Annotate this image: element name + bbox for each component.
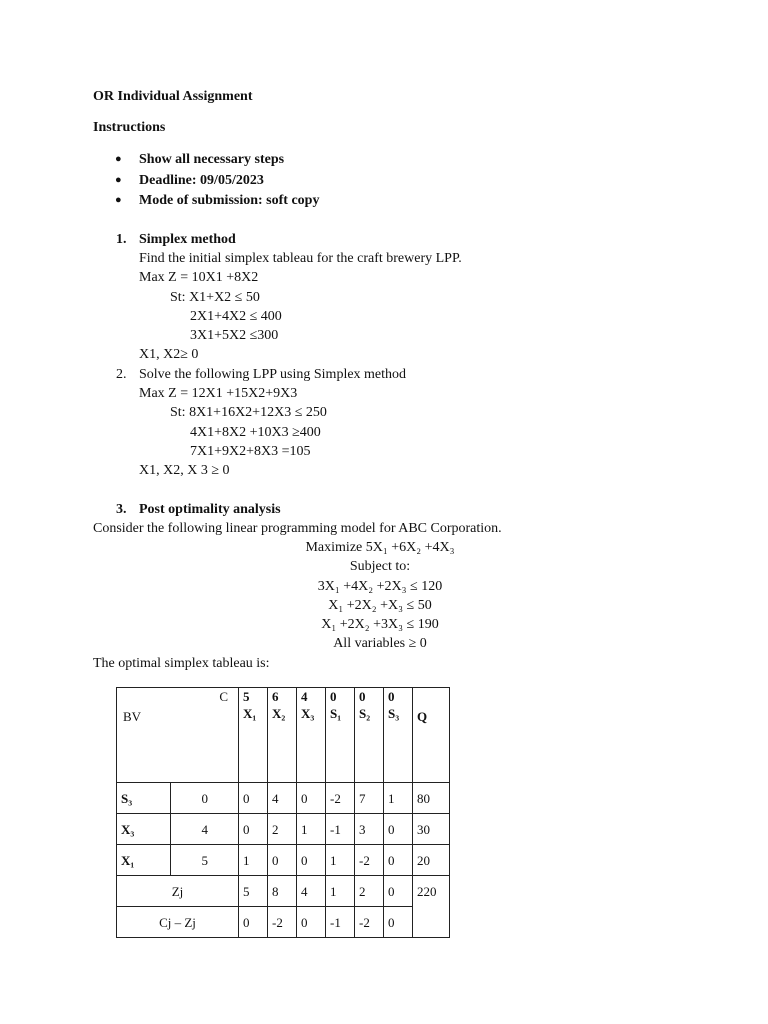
zj-label: Zj	[117, 876, 239, 907]
bv-c-header	[117, 688, 239, 783]
cell: 0	[384, 876, 413, 907]
cell: 0	[239, 783, 268, 814]
table-row	[117, 845, 450, 876]
constraint: 3X1+5X2 ≤300	[190, 328, 279, 343]
question-text: Find the initial simplex tableau for the craft brewery LPP.	[139, 251, 462, 266]
tableau-header-row	[117, 688, 450, 783]
cb-value: 0	[171, 783, 239, 814]
question-heading: Post optimality analysis	[139, 502, 281, 517]
variable-name: X₁	[243, 706, 257, 721]
cell: 0	[384, 907, 413, 938]
cell: -2	[326, 783, 355, 814]
constraint: St: X1+X2 ≤ 50	[170, 290, 260, 305]
coefficient: 4	[301, 689, 308, 704]
c-label: C	[219, 689, 228, 704]
column-header	[326, 688, 355, 783]
question-heading: Solve the following LPP using Simplex method	[139, 367, 407, 382]
coefficient: 0	[330, 689, 337, 704]
constraint: 4X1+8X2 +10X3 ≥400	[190, 425, 321, 440]
cb-value: 5	[171, 845, 239, 876]
bv-label: BV	[123, 709, 142, 724]
cell: 2	[355, 876, 384, 907]
table-row	[117, 814, 450, 845]
question-heading: Simplex method	[139, 232, 236, 247]
cell: 4	[297, 876, 326, 907]
cell: -1	[326, 907, 355, 938]
objective-function: Maximize 5X₁ +6X₂ +4X₃	[305, 540, 455, 555]
column-header	[268, 688, 297, 783]
coefficient: 5	[243, 689, 250, 704]
q-value: 20	[413, 845, 450, 876]
bullet-icon: ●	[115, 174, 122, 186]
cell: 0	[268, 845, 297, 876]
cell: 0	[297, 845, 326, 876]
basic-variable: X₁	[117, 845, 171, 876]
basic-variable: S₃	[117, 783, 171, 814]
cell: 0	[297, 907, 326, 938]
constraint: X₁ +2X₂ +3X₃ ≤ 190	[321, 617, 439, 632]
column-header	[297, 688, 326, 783]
question-number: 3.	[116, 502, 127, 517]
non-negativity: X1, X2≥ 0	[139, 347, 199, 362]
constraint: 7X1+9X2+8X3 =105	[190, 444, 311, 459]
cell: 0	[239, 907, 268, 938]
question-number: 2.	[116, 367, 127, 382]
coefficient: 6	[272, 689, 279, 704]
cell: 1	[239, 845, 268, 876]
column-header	[239, 688, 268, 783]
objective-function: Max Z = 10X1 +8X2	[139, 270, 259, 285]
subject-to-label: Subject to:	[349, 559, 411, 574]
table-row	[117, 783, 450, 814]
q-label: Q	[417, 709, 428, 724]
cell: 1	[326, 876, 355, 907]
question-text: Consider the following linear programming model for ABC Corporation.	[93, 521, 502, 536]
cb-value: 4	[171, 814, 239, 845]
cell: -1	[326, 814, 355, 845]
document-title: OR Individual Assignment	[93, 89, 253, 104]
question-number: 1.	[116, 232, 127, 247]
cell: 3	[355, 814, 384, 845]
cell: 5	[239, 876, 268, 907]
variable-name: X₃	[301, 706, 315, 721]
cell: 1	[326, 845, 355, 876]
cell: -2	[355, 845, 384, 876]
variable-name: X₂	[272, 706, 286, 721]
non-negativity: X1, X2, X 3 ≥ 0	[139, 463, 230, 478]
instruction-item: Show all necessary steps	[139, 152, 285, 167]
constraint: St: 8X1+16X2+12X3 ≤ 250	[170, 405, 327, 420]
bullet-icon: ●	[115, 194, 122, 206]
objective-value: 220	[413, 876, 450, 938]
coefficient: 0	[388, 689, 395, 704]
cell: -2	[355, 907, 384, 938]
variable-name: S₂	[359, 706, 371, 721]
q-header	[413, 688, 450, 783]
zj-row	[117, 876, 450, 907]
variable-name: S₃	[388, 706, 400, 721]
instruction-item: Mode of submission: soft copy	[139, 193, 320, 208]
simplex-tableau	[116, 687, 450, 938]
constraint: 3X₁ +4X₂ +2X₃ ≤ 120	[317, 579, 443, 594]
cell: 0	[384, 845, 413, 876]
objective-function: Max Z = 12X1 +15X2+9X3	[139, 386, 298, 401]
constraint: 2X1+4X2 ≤ 400	[190, 309, 282, 324]
instruction-item: Deadline: 09/05/2023	[139, 173, 264, 188]
tableau-intro: The optimal simplex tableau is:	[93, 656, 270, 671]
cj-zj-row	[117, 907, 450, 938]
cell: 4	[268, 783, 297, 814]
cell: 8	[268, 876, 297, 907]
non-negativity: All variables ≥ 0	[333, 636, 427, 651]
cell: 1	[384, 783, 413, 814]
cell: 7	[355, 783, 384, 814]
column-header	[355, 688, 384, 783]
cell: -2	[268, 907, 297, 938]
cell: 1	[297, 814, 326, 845]
cell: 0	[384, 814, 413, 845]
q-value: 30	[413, 814, 450, 845]
column-header	[384, 688, 413, 783]
cj-zj-label: Cj – Zj	[117, 907, 239, 938]
cell: 0	[297, 783, 326, 814]
instructions-heading: Instructions	[93, 120, 166, 135]
cell: 0	[239, 814, 268, 845]
coefficient: 0	[359, 689, 366, 704]
cell: 2	[268, 814, 297, 845]
q-value: 80	[413, 783, 450, 814]
constraint: X₁ +2X₂ +X₃ ≤ 50	[328, 598, 432, 613]
variable-name: S₁	[330, 706, 342, 721]
basic-variable: X₃	[117, 814, 171, 845]
bullet-icon: ●	[115, 153, 122, 165]
